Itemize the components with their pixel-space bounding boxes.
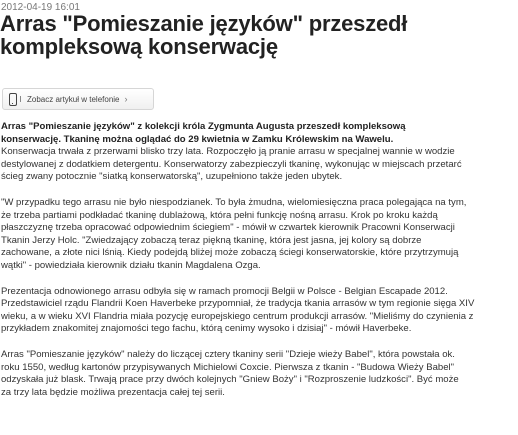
- chevron-right-icon: ›: [124, 94, 128, 104]
- paragraph-3-line-2: Przedstawiciel rządu Flandrii Koen Haverbeke przypomniał, że tradycja tkania arrasów w tym regionie sięga XIV: [1, 298, 475, 309]
- paragraph-2-line-2: że trzeba partiami podkładać tkaninę dublażową, która pełni funkcję nośną arrasu. Krok po kroku każdą: [1, 209, 438, 221]
- article-date: 2012-04-19 16:01: [1, 2, 80, 13]
- paragraph-2-line-3: płaszczyznę trzeba opracować odpowiednim ściegiem" - mówił w czwartek kierownik Pracowni Konserwacji: [1, 222, 455, 233]
- paragraph-1-line-2: destylowanej z dodatkiem detergentu. Konserwatorzy zabezpieczyli tkaninę, wykonując w miejscach przetarć: [1, 158, 462, 170]
- paragraph-2-line-5: zachowane, a złote nici lśnią. Kiedy podejdą bliżej może zobaczą ściegi konserwatorskie, które przytrzymują: [1, 247, 459, 258]
- article-body: [1, 121, 518, 399]
- view-on-phone-button[interactable]: [2, 88, 154, 110]
- article-title-line-1: Arras "Pomieszanie języków" przeszedł: [0, 11, 408, 36]
- paragraph-1-line-1: Konserwacja trwała z przerwami blisko trzy lata. Rozpoczęło ją pranie arrasu w specjalnej wannie w wodzie: [1, 146, 455, 157]
- mobile-phone-icon: [9, 93, 17, 106]
- paragraph-3-line-1: Prezentacja odnowionego arrasu odbyła się w ramach promocji Belgii w Polsce - Belgian Escapade 2012.: [1, 285, 448, 297]
- paragraph-2-line-1: "W przypadku tego arrasu nie było niespodzianek. To była żmudna, wielomiesięczna praca polegająca na tym,: [1, 197, 467, 208]
- article-title: [0, 12, 518, 58]
- lead-line-1: Arras "Pomieszanie języków" z kolekcji króla Zygmunta Augusta przeszedł kompleksową: [1, 121, 406, 132]
- paragraph-4-line-3: odzyskała już blask. Trwają prace przy dwóch kolejnych "Gniew Boży" i "Rozproszenie ludzkości". Być może: [1, 374, 459, 385]
- paragraph-4-line-2: roku 1550, według kartonów przypisywanych Michielowi Coxcie. Pierwsza z tkanin - "Budowa Wieży Babel": [1, 361, 455, 373]
- view-on-phone-label: Zobacz artykuł w telefonie: [27, 94, 120, 104]
- paragraph-2-line-4: Tkanin Jerzy Holc. "Zwiedzający zobaczą teraz piękną tkaninę, która jest jasna, jej kolory są dobrze: [1, 234, 422, 246]
- article-title-line-2: kompleksową konserwację: [0, 34, 278, 59]
- paragraph-3-line-4: przykładem znakomitej znajomości tego fachu, którą cenimy wysoko i dzisiaj" - mówił Haverbeke.: [1, 323, 412, 334]
- paragraph-3-line-3: wieku, a w wieku XVI Flandria miała pozycję europejskiego centrum produkcji arrasów. "Mieliśmy do czynienia z: [1, 310, 474, 322]
- phone-signal-icon: [20, 96, 21, 102]
- paragraph-1-line-3: ścieg zwany potocznie "siatką konserwatorską", uzupełniono także jeden ubytek.: [1, 171, 343, 182]
- paragraph-4-line-1: Arras "Pomieszanie języków" należy do liczącej cztery tkaniny serii "Dzieje wieży Babel", która powstała ok.: [1, 349, 455, 360]
- lead-line-2: konserwację. Tkaninę można oglądać do 29 kwietnia w Zamku Królewskim na Wawelu.: [1, 133, 394, 145]
- paragraph-4-line-4: za trzy lata będzie możliwa prezentacja całej tej serii.: [1, 386, 225, 398]
- paragraph-2-line-6: wątki" - powiedziała kierownik działu tkanin Magdalena Ozga.: [1, 259, 261, 271]
